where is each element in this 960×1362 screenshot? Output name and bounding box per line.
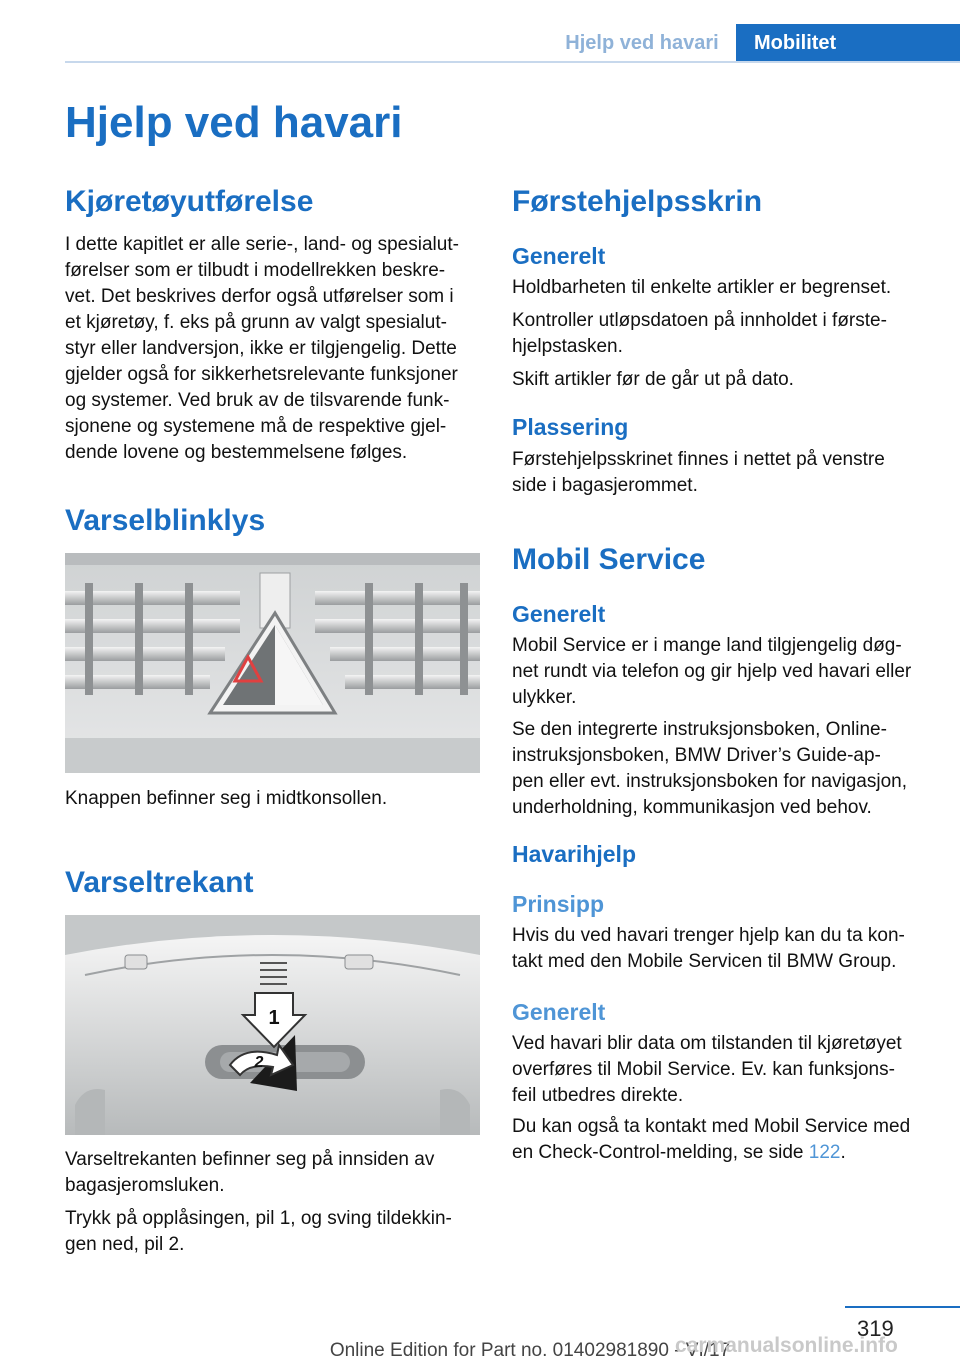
heading-first-aid-kit: Førstehjelpsskrin (512, 185, 763, 218)
paragraph-mobile-availability: Mobil Service er i mange land tilgjengelig døg‐ net rundt via telefon og gir hjelp ved havari eller ulykker. (512, 635, 912, 708)
heading-warning-triangle: Varseltrekant (65, 866, 254, 899)
heading-mobile-service: Mobil Service (512, 543, 706, 576)
paragraph-triangle-location: Varseltrekanten befinner seg på innsiden av bagasjeromsluken. (65, 1149, 435, 1196)
header-divider (65, 61, 960, 63)
page-reference-link[interactable]: 122 (808, 1142, 841, 1163)
heading-first-aid-general: Generelt (512, 243, 606, 269)
trunk-lid-illustration (65, 915, 480, 1135)
paragraph-breakdown-contact: Du kan også ta kontakt med Mobil Service med en Check-Control-melding, se side 122. (512, 1116, 911, 1163)
heading-breakdown-general: Generelt (512, 999, 606, 1025)
paragraph-principle: Hvis du ved havari trenger hjelp kan du ta kon‐ takt med den Mobile Servicen til BMW Group. (512, 925, 905, 972)
running-header-chapter-tab: Mobilitet (736, 24, 960, 62)
watermark: carmanualsonline.info (675, 1334, 898, 1357)
paragraph-first-aid-durability: Holdbarheten til enkelte artikler er begrenset. (512, 277, 892, 298)
figure-warning-triangle (65, 915, 480, 1135)
paragraph-first-aid-placement: Førstehjelpsskrinet finnes i nettet på venstre side i bagasjerommet. (512, 449, 885, 496)
heading-mobile-general: Generelt (512, 601, 606, 627)
page-number: 319 (857, 1316, 894, 1341)
hazard-button-illustration (65, 553, 480, 773)
arrow-1-label: 1 (268, 1007, 280, 1029)
paragraph-breakdown-data: Ved havari blir data om tilstanden til kjøretøyet overføres til Mobil Service. Ev. kan funksjons‐ feil utbedres direkte. (512, 1033, 902, 1106)
running-header-section: Hjelp ved havari (565, 31, 719, 54)
heading-vehicle-version: Kjøretøyutførelse (65, 185, 314, 218)
arrow-2-label: 2 (254, 1054, 264, 1071)
footer-divider (845, 1306, 960, 1308)
heading-hazard-lights: Varselblinklys (65, 504, 266, 537)
heading-breakdown-help: Havarihjelp (512, 841, 636, 867)
page-title: Hjelp ved havari (65, 98, 403, 147)
caption-hazard-button: Knappen befinner seg i midtkonsollen. (65, 788, 388, 809)
paragraph-vehicle-version: I dette kapitlet er alle serie-, land- og spesialut‐ førelser som er tilbudt i modellrekken beskre‐ vet. Det beskrives derfor også utførelser som i et kjøretøy, f. eks på grunn av valgt spesialut‐ styr eller landversjon, ikke er tilgjengelig. Dette gjelder også for sikkerhetsrelevante funksjoner og systemer. Ved bruk av de tilsvarende funk‐ sjonene og systemene må de respektive gjel‐ dende lovene og bestemmelsene følges. (65, 234, 459, 463)
heading-principle: Prinsipp (512, 891, 605, 917)
paragraph-first-aid-replace: Skift artikler før de går ut på dato. (512, 369, 794, 390)
footer-edition-text: Online Edition for Part no. 01402981890 - VI/17 (329, 1340, 731, 1361)
paragraph-triangle-instruction: Trykk på opplåsingen, pil 1, og sving tildekkin‐ gen ned, pil 2. (65, 1208, 452, 1255)
paragraph-first-aid-expiry: Kontroller utløpsdatoen på innholdet i første‐ hjelpstasken. (512, 310, 887, 357)
figure-hazard-button (65, 553, 480, 773)
paragraph-mobile-manuals: Se den integrerte instruksjonsboken, Online- instruksjonsboken, BMW Driver’s Guide-ap‐ pen eller evt. instruksjonsboken for navigasjon, underholdning, kommunikasjon ved behov. (512, 719, 908, 818)
heading-first-aid-placement: Plassering (512, 414, 629, 440)
